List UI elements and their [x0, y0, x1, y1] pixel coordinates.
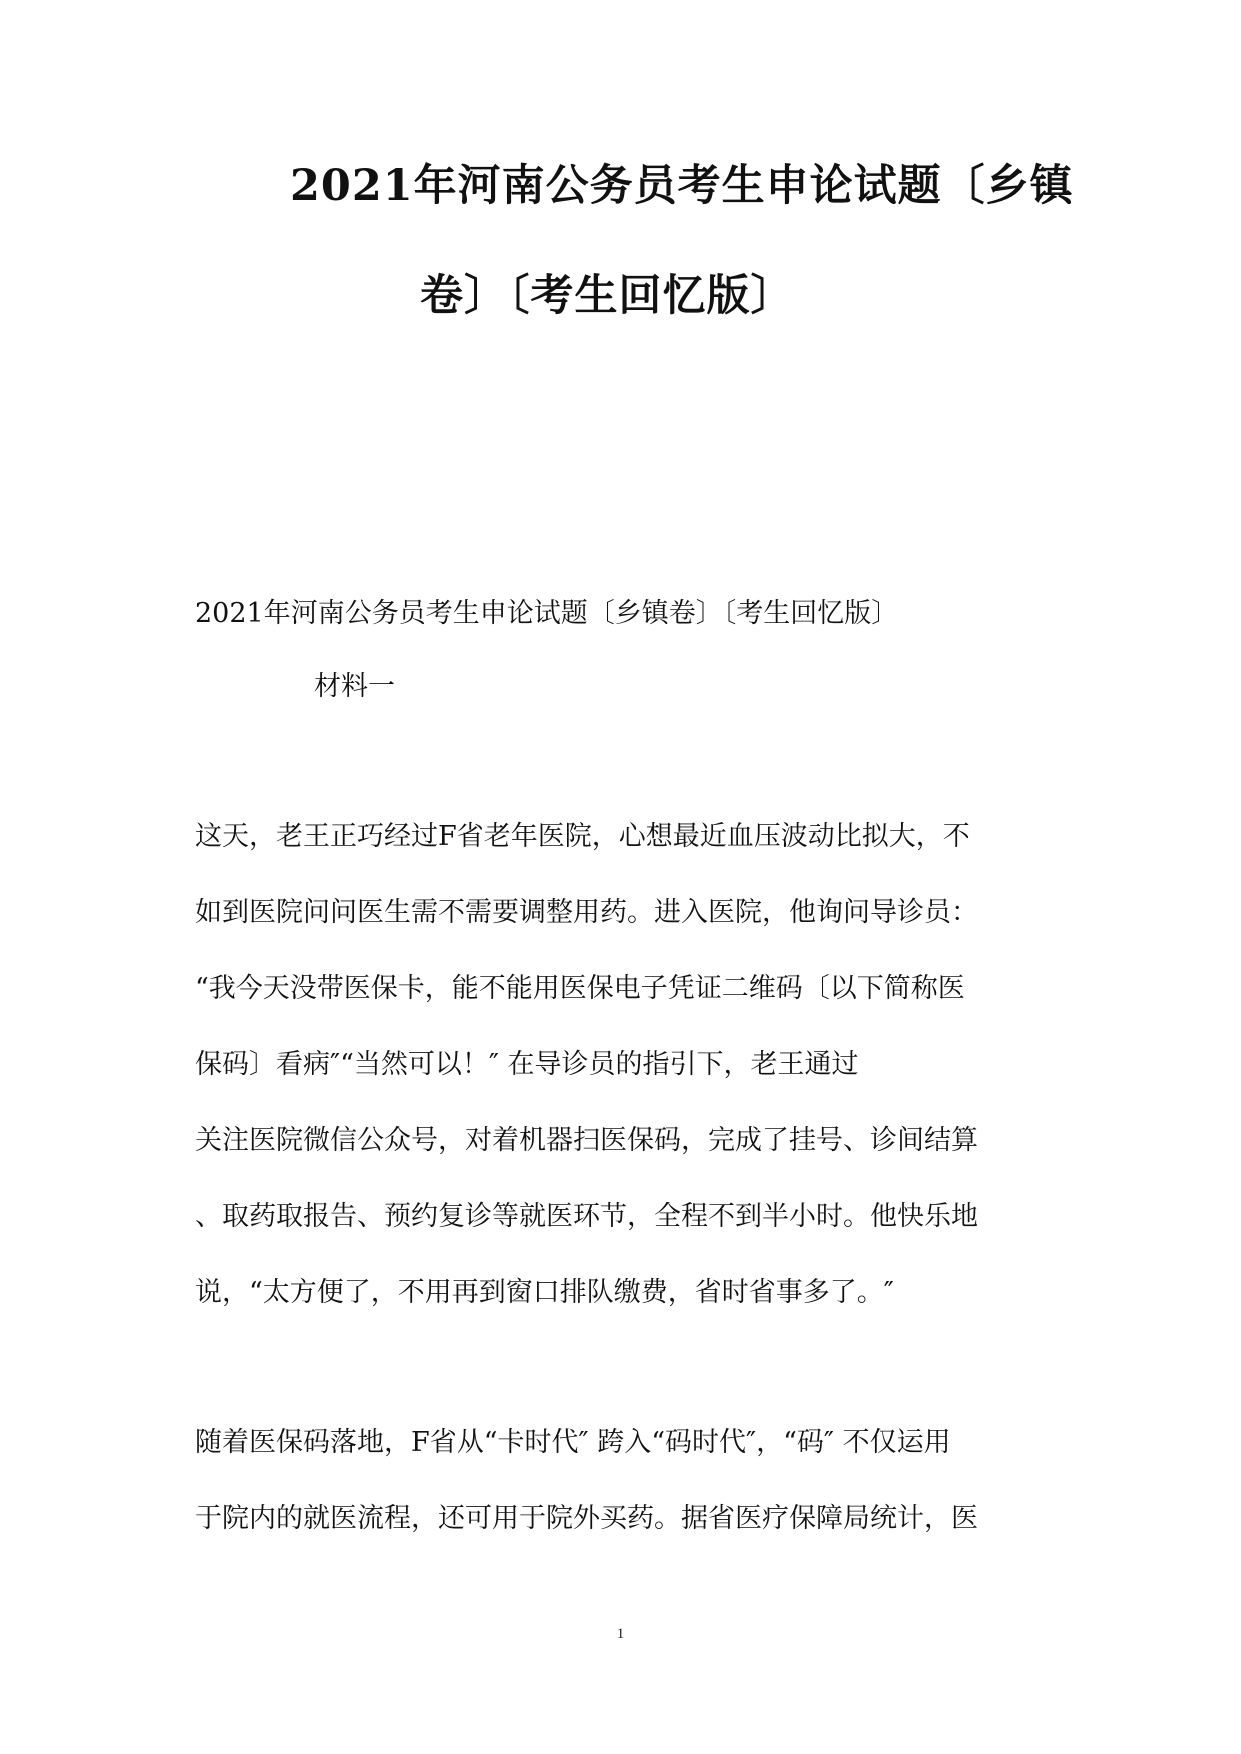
paragraph-1-line: “我今天没带医保卡，能不能用医保电子凭证二维码〔以下简称医: [195, 973, 965, 1004]
paragraph-2-line: 于院内的就医流程，还可用于院外买药。据省医疗保障局统计，医: [195, 1503, 978, 1534]
paragraph-1-line: 关注医院微信公众号，对着机器扫医保码，完成了挂号、诊间结算: [195, 1125, 978, 1156]
document-subtitle: 2021年河南公务员考生申论试题〔乡镇卷〕〔考生回忆版〕: [195, 598, 899, 629]
paragraph-1-line: 这天，老王正巧经过F省老年医院，心想最近血压波动比拟大，不: [195, 821, 970, 852]
paragraph-2-line: 随着医保码落地，F省从“卡时代″ 跨入“码时代″，“码″ 不仅运用: [195, 1427, 951, 1458]
section-heading: 材料一: [314, 671, 395, 702]
page-number: 1: [616, 1626, 625, 1642]
document-title-line-1: 2021年河南公务员考生申论试题〔乡镇: [290, 161, 1074, 211]
paragraph-1-line: 如到医院问问医生需不需要调整用药。进入医院，他询问导诊员：: [195, 897, 978, 928]
paragraph-1-line: 保码〕看病″“当然可以！″ 在导诊员的指引下，老王通过: [195, 1049, 859, 1080]
paragraph-1-line: 、取药取报告、预约复诊等就医环节，全程不到半小时。他快乐地: [195, 1201, 978, 1232]
paragraph-1-line: 说，“太方便了，不用再到窗口排队缴费，省时省事多了。″: [195, 1277, 894, 1308]
document-title-line-2: 卷〕〔考生回忆版〕: [420, 271, 795, 321]
